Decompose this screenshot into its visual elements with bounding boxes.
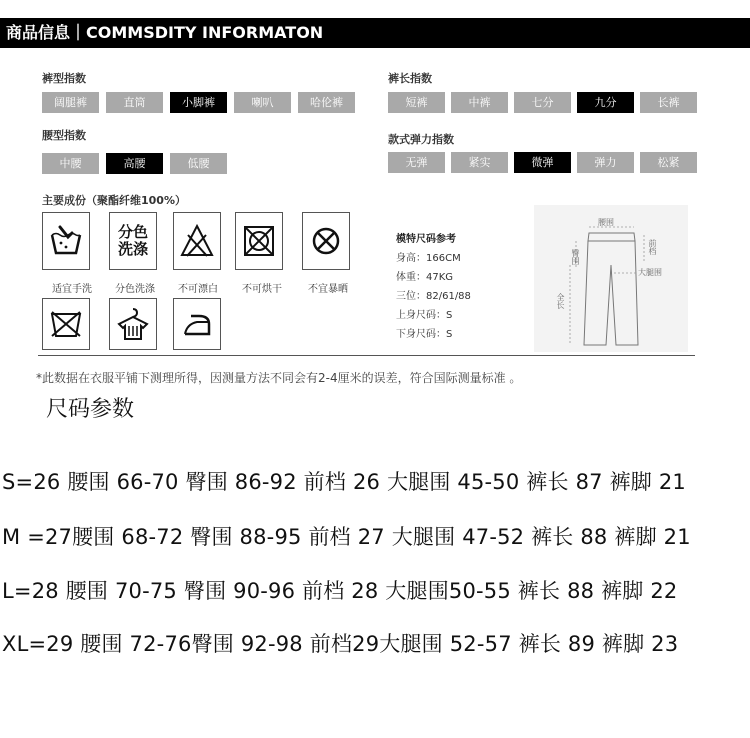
pants-type-title: 裤型指数 (42, 72, 86, 85)
care-label-1: 适宜手洗 (52, 284, 92, 295)
pants-type-option-1: 阔腿裤 (42, 92, 99, 113)
wash-separately-text: 分色 洗涤 (117, 223, 148, 258)
no-bleach-icon (173, 212, 221, 270)
waist-type-option-1: 中腰 (42, 153, 99, 174)
diagram-label-waist: 腰围 (598, 218, 614, 227)
wash-separately-icon (109, 212, 157, 270)
care-label-3: 不可漂白 (178, 284, 218, 295)
pants-length-option-5: 长裤 (640, 92, 697, 113)
diagram-label-rise: 前档 (648, 239, 657, 255)
model-height: 身高：166CM (396, 253, 461, 264)
size-row-s: S=26 腰围 66-70 臀围 86-92 前档 26 大腿围 45-50 裤长 87 裤脚 21 (2, 470, 686, 494)
pants-type-option-2: 直筒 (106, 92, 163, 113)
elasticity-option-2: 紧实 (451, 152, 508, 173)
model-measurements: 三位：82/61/88 (396, 291, 471, 302)
pants-length-title: 裤长指数 (388, 72, 432, 85)
size-row-xl: XL=29 腰围 72-76臀围 92-98 前档29大腿围 52-57 裤长 89 裤脚 23 (2, 632, 679, 656)
elasticity-option-4: 弹力 (577, 152, 634, 173)
elasticity-option-1: 无弹 (388, 152, 445, 173)
model-top-size: 上身尺码：S (396, 310, 453, 321)
pants-length-option-4: 九分 (577, 92, 634, 113)
elasticity-option-3: 微弹 (514, 152, 571, 173)
elasticity-title: 款式弹力指数 (388, 133, 454, 146)
iron-icon (173, 298, 221, 350)
diagram-label-length: 全长 (556, 293, 565, 309)
pants-length-option-3: 七分 (514, 92, 571, 113)
hang-dry-icon (109, 298, 157, 350)
pants-type-option-5: 哈伦裤 (298, 92, 355, 113)
care-label-4: 不可烘干 (242, 284, 282, 295)
no-iron-icon (42, 298, 90, 350)
model-title: 模特尺码参考 (396, 234, 456, 245)
waist-type-title: 腰型指数 (42, 129, 86, 142)
size-row-l: L=28 腰围 70-75 臀围 90-96 前档 28 大腿围50-55 裤长 88 裤脚 22 (2, 579, 678, 603)
care-label-2: 分色洗涤 (115, 284, 155, 295)
pants-length-option-2: 中裤 (451, 92, 508, 113)
diagram-label-thigh: 大腿围 (638, 268, 662, 277)
model-weight: 体重：47KG (396, 272, 454, 283)
no-tumble-dry-icon (235, 212, 283, 270)
pants-type-option-3: 小脚裤 (170, 92, 227, 113)
waist-type-option-3: 低腰 (170, 153, 227, 174)
header-title: 商品信息｜COMMSDITY INFORMATON (6, 23, 324, 42)
diagram-label-hip: 臀围 (571, 249, 580, 265)
divider (38, 355, 695, 356)
no-sun-dry-icon (302, 212, 350, 270)
hand-wash-icon (42, 212, 90, 270)
model-bottom-size: 下身尺码：S (396, 329, 453, 340)
size-row-m: M =27腰围 68-72 臀围 88-95 前档 27 大腿围 47-52 裤长 88 裤脚 21 (2, 525, 691, 549)
elasticity-option-5: 松紧 (640, 152, 697, 173)
measurement-note: *此数据在衣服平铺下测理所得，因测量方法不同会有2-4厘米的误差，符合国际测量标准 。 (36, 371, 522, 385)
care-label-5: 不宜暴晒 (308, 284, 348, 295)
size-parameters-title: 尺码参数 (46, 397, 135, 422)
pants-type-option-4: 喇叭 (234, 92, 291, 113)
header-bar (0, 18, 750, 48)
composition-title: 主要成份（聚酯纤维100%） (42, 194, 186, 207)
pants-measurement-diagram (534, 205, 688, 352)
waist-type-option-2: 高腰 (106, 153, 163, 174)
pants-length-option-1: 短裤 (388, 92, 445, 113)
